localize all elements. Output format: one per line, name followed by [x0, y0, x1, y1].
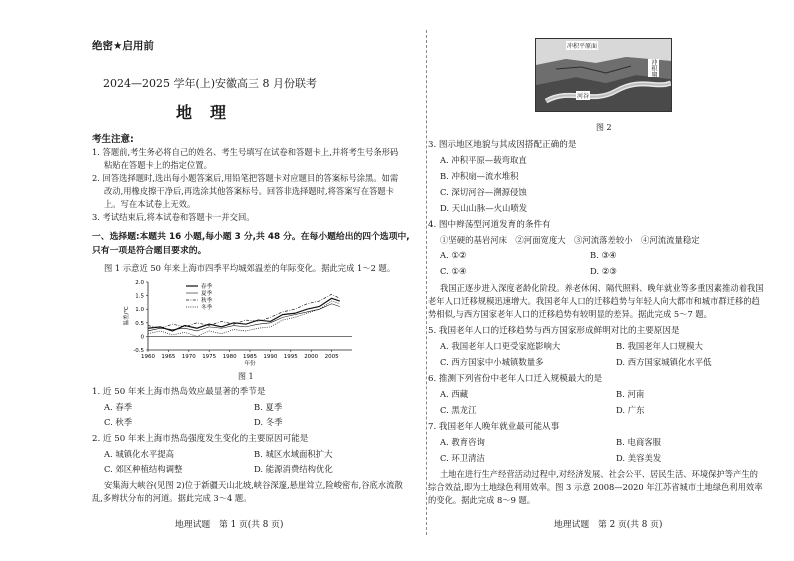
- x-tick-label: 1990: [263, 354, 278, 360]
- passage-4-line-3: 的变化。据此完成 8～9 题。: [428, 495, 536, 505]
- chart-legend: [186, 282, 213, 311]
- q3-option-a: A. 冲积平原—载弯取直: [440, 155, 527, 165]
- chart-lines: [148, 294, 340, 336]
- right-page: [428, 0, 794, 561]
- series-line-4: [148, 301, 340, 336]
- passage-3-line-1: 我国正逐步进入深度老龄化阶段。养老休闲、隔代照料、晚年就业等多重因素推动着我国: [440, 283, 764, 293]
- q1-option-d: D. 冬季: [254, 417, 283, 427]
- page-divider: [426, 30, 427, 535]
- passage-3-line-2: 老年人口迁移规模迅速增大。我国老年人口的迁移趋势与年轻人向大都市和城市群迁移的趋: [428, 296, 760, 306]
- q5-option-a: A. 我国老年人口更受家庭影响大: [440, 341, 561, 351]
- question-6: 6. 推测下列省份中老年人口迁入规模最大的是: [428, 374, 603, 384]
- q3-option-d: D. 天山山脉—火山喷发: [440, 203, 528, 213]
- q4-option-c: C. ①④: [440, 266, 467, 276]
- figure1-caption: 图 1: [238, 372, 254, 381]
- y-tick-label: 0.5: [135, 320, 144, 327]
- x-tick-label: 1970: [181, 354, 196, 360]
- y-tick-label: 1.5: [135, 293, 144, 300]
- q1-option-c: C. 秋季: [104, 417, 133, 427]
- question-7: 7. 我国老年人晚年就业最可能从事: [428, 422, 560, 432]
- question-3: 3. 图示地区地貌与其成因搭配正确的是: [428, 140, 577, 150]
- x-tick-label: 1960: [141, 354, 155, 360]
- q4-conditions: ①坚硬的基岩河床 ②河面宽度大 ③河流落差较小 ④河流流量稳定: [440, 235, 700, 245]
- page-footer-right: 地理试题 第 2 页(共 8 页): [554, 520, 663, 530]
- figure1-line-chart: [120, 276, 360, 366]
- q7-option-b: B. 电商客服: [616, 437, 661, 447]
- q7-option-c: C. 环卫清洁: [440, 453, 485, 463]
- q1-option-b: B. 夏季: [254, 402, 283, 412]
- subject-title: 地理: [175, 103, 244, 122]
- figure1-intro: 图 1 示意近 50 年来上海市四季平均城郊温差的年际变化。据此完成 1～2 题。: [104, 263, 396, 273]
- question-5: 5. 我国老年人口的迁移趋势与西方国家形成鲜明对比的主要原因是: [428, 326, 680, 336]
- note-line-4: 改动,用橡皮擦干净后,再选涂其他答案标号。回答非选择题时,将答案写在答题卡: [104, 186, 395, 196]
- y-tick-label: 0: [140, 334, 144, 341]
- q5-option-c: C. 西方国家中小城镇数量多: [440, 357, 544, 367]
- note-line-2: 粘贴在答题卡上的指定位置。: [104, 160, 212, 170]
- photo-label-fan: 冲积扇: [650, 59, 657, 77]
- legend-label: 秋季: [201, 298, 213, 304]
- section-heading: 一、选择题:本题共 16 小题,每小题 3 分,共 48 分。在每小题给出的四个选项中,只有一项是符合题目要求的。: [92, 232, 410, 256]
- q6-option-a: A. 西藏: [440, 389, 469, 399]
- q4-option-d: D. ②③: [590, 266, 617, 276]
- y-tick-label: 1.0: [135, 307, 144, 314]
- q2-option-a: A. 城镇化水平提高: [104, 449, 174, 459]
- q5-option-b: B. 我国老年人口规模大: [616, 341, 703, 351]
- photo-label-valley: 河谷: [577, 93, 590, 100]
- q2-option-b: B. 城区水域面积扩大: [254, 449, 333, 459]
- q7-option-d: D. 美容美发: [616, 453, 662, 463]
- passage-3-line-3: 势相似,与西方国家老年人口的迁移趋势有较明显的差异。据此完成 5～7 题。: [428, 309, 712, 319]
- page-footer-left: 地理试题 第 1 页(共 8 页): [175, 520, 284, 530]
- x-axis-label: 年份: [244, 361, 256, 366]
- q5-option-d: D. 西方国家城镇化水平低: [616, 357, 712, 367]
- exam-title: 2024—2025 学年(上)安徽高三 8 月份联考: [102, 77, 318, 90]
- question-2: 2. 近 50 年来上海市热岛强度发生变化的主要原因可能是: [92, 434, 309, 444]
- q6-option-d: D. 广东: [616, 405, 645, 415]
- figure2-caption: 图 2: [596, 123, 612, 132]
- confidential-label: 绝密★启用前: [92, 40, 154, 52]
- photo-label-plain: 冲积平原面: [567, 43, 598, 50]
- legend-label: 冬季: [201, 305, 213, 311]
- x-tick-label: 2000: [304, 354, 319, 360]
- q6-option-c: C. 黑龙江: [440, 405, 477, 415]
- y-tick-label: -0.5: [133, 348, 144, 354]
- legend-label: 春季: [201, 284, 213, 290]
- q6-option-b: B. 河南: [616, 389, 645, 399]
- passage-2-line-1: 安集海大峡谷(见图 2)位于新疆天山北坡,峡谷深邃,悬崖耸立,险峻密布,谷底水流散: [104, 480, 403, 490]
- passage-4-line-2: 综合效益,即为土地绿色利用效率。图 3 示意 2008—2020 年江苏省城市土地绿色利用效率: [428, 482, 763, 492]
- note-line-3: 2. 回答选择题时,选出每小题答案后,用铅笔把答题卡对应题目的答案标号涂黑。如需: [92, 173, 399, 183]
- question-4: 4. 图中辫荡型河道发育的条件有: [428, 220, 551, 230]
- legend-label: 夏季: [201, 291, 213, 297]
- x-tick-label: 1985: [243, 354, 257, 360]
- q3-option-b: B. 冲积扇—流水堆积: [440, 171, 519, 181]
- q3-option-c: C. 深切河谷—溯源侵蚀: [440, 187, 527, 197]
- notes-heading: 考生注意:: [92, 134, 134, 145]
- q2-option-c: C. 郊区种植结构调整: [104, 464, 183, 474]
- question-1: 1. 近 50 年来上海市热岛效应最显著的季节是: [92, 387, 266, 397]
- q1-option-a: A. 春季: [104, 402, 133, 412]
- note-line-6: 3. 考试结束后,将本试卷和答题卡一并交回。: [92, 212, 255, 222]
- x-tick-label: 1965: [161, 354, 176, 360]
- q4-option-b: B. ③④: [590, 250, 617, 260]
- q7-option-a: A. 教育咨询: [440, 437, 485, 447]
- x-tick-label: 2005: [324, 354, 339, 360]
- note-line-5: 上。写在本试卷上无效。: [104, 199, 196, 209]
- y-tick-label: 2.0: [135, 280, 144, 286]
- q2-option-d: D. 能源消费结构优化: [254, 464, 333, 474]
- x-tick-label: 1980: [222, 354, 237, 360]
- y-axis-label: 温差/℃: [124, 306, 130, 326]
- note-line-1: 1. 答题前,考生务必将自己的姓名、考生号填写在试卷和答题卡上,并将考生号条形码: [92, 147, 399, 157]
- passage-4-line-1: 土地在进行生产经营活动过程中,对经济发展、社会公平、居民生活、环境保护等产生的: [440, 469, 758, 479]
- q4-option-a: A. ①②: [440, 250, 467, 260]
- passage-2-line-2: 乱,多辫状分布的河道。据此完成 3～4 题。: [92, 493, 252, 503]
- x-tick-label: 1995: [283, 354, 298, 360]
- x-tick-label: 1975: [202, 354, 217, 360]
